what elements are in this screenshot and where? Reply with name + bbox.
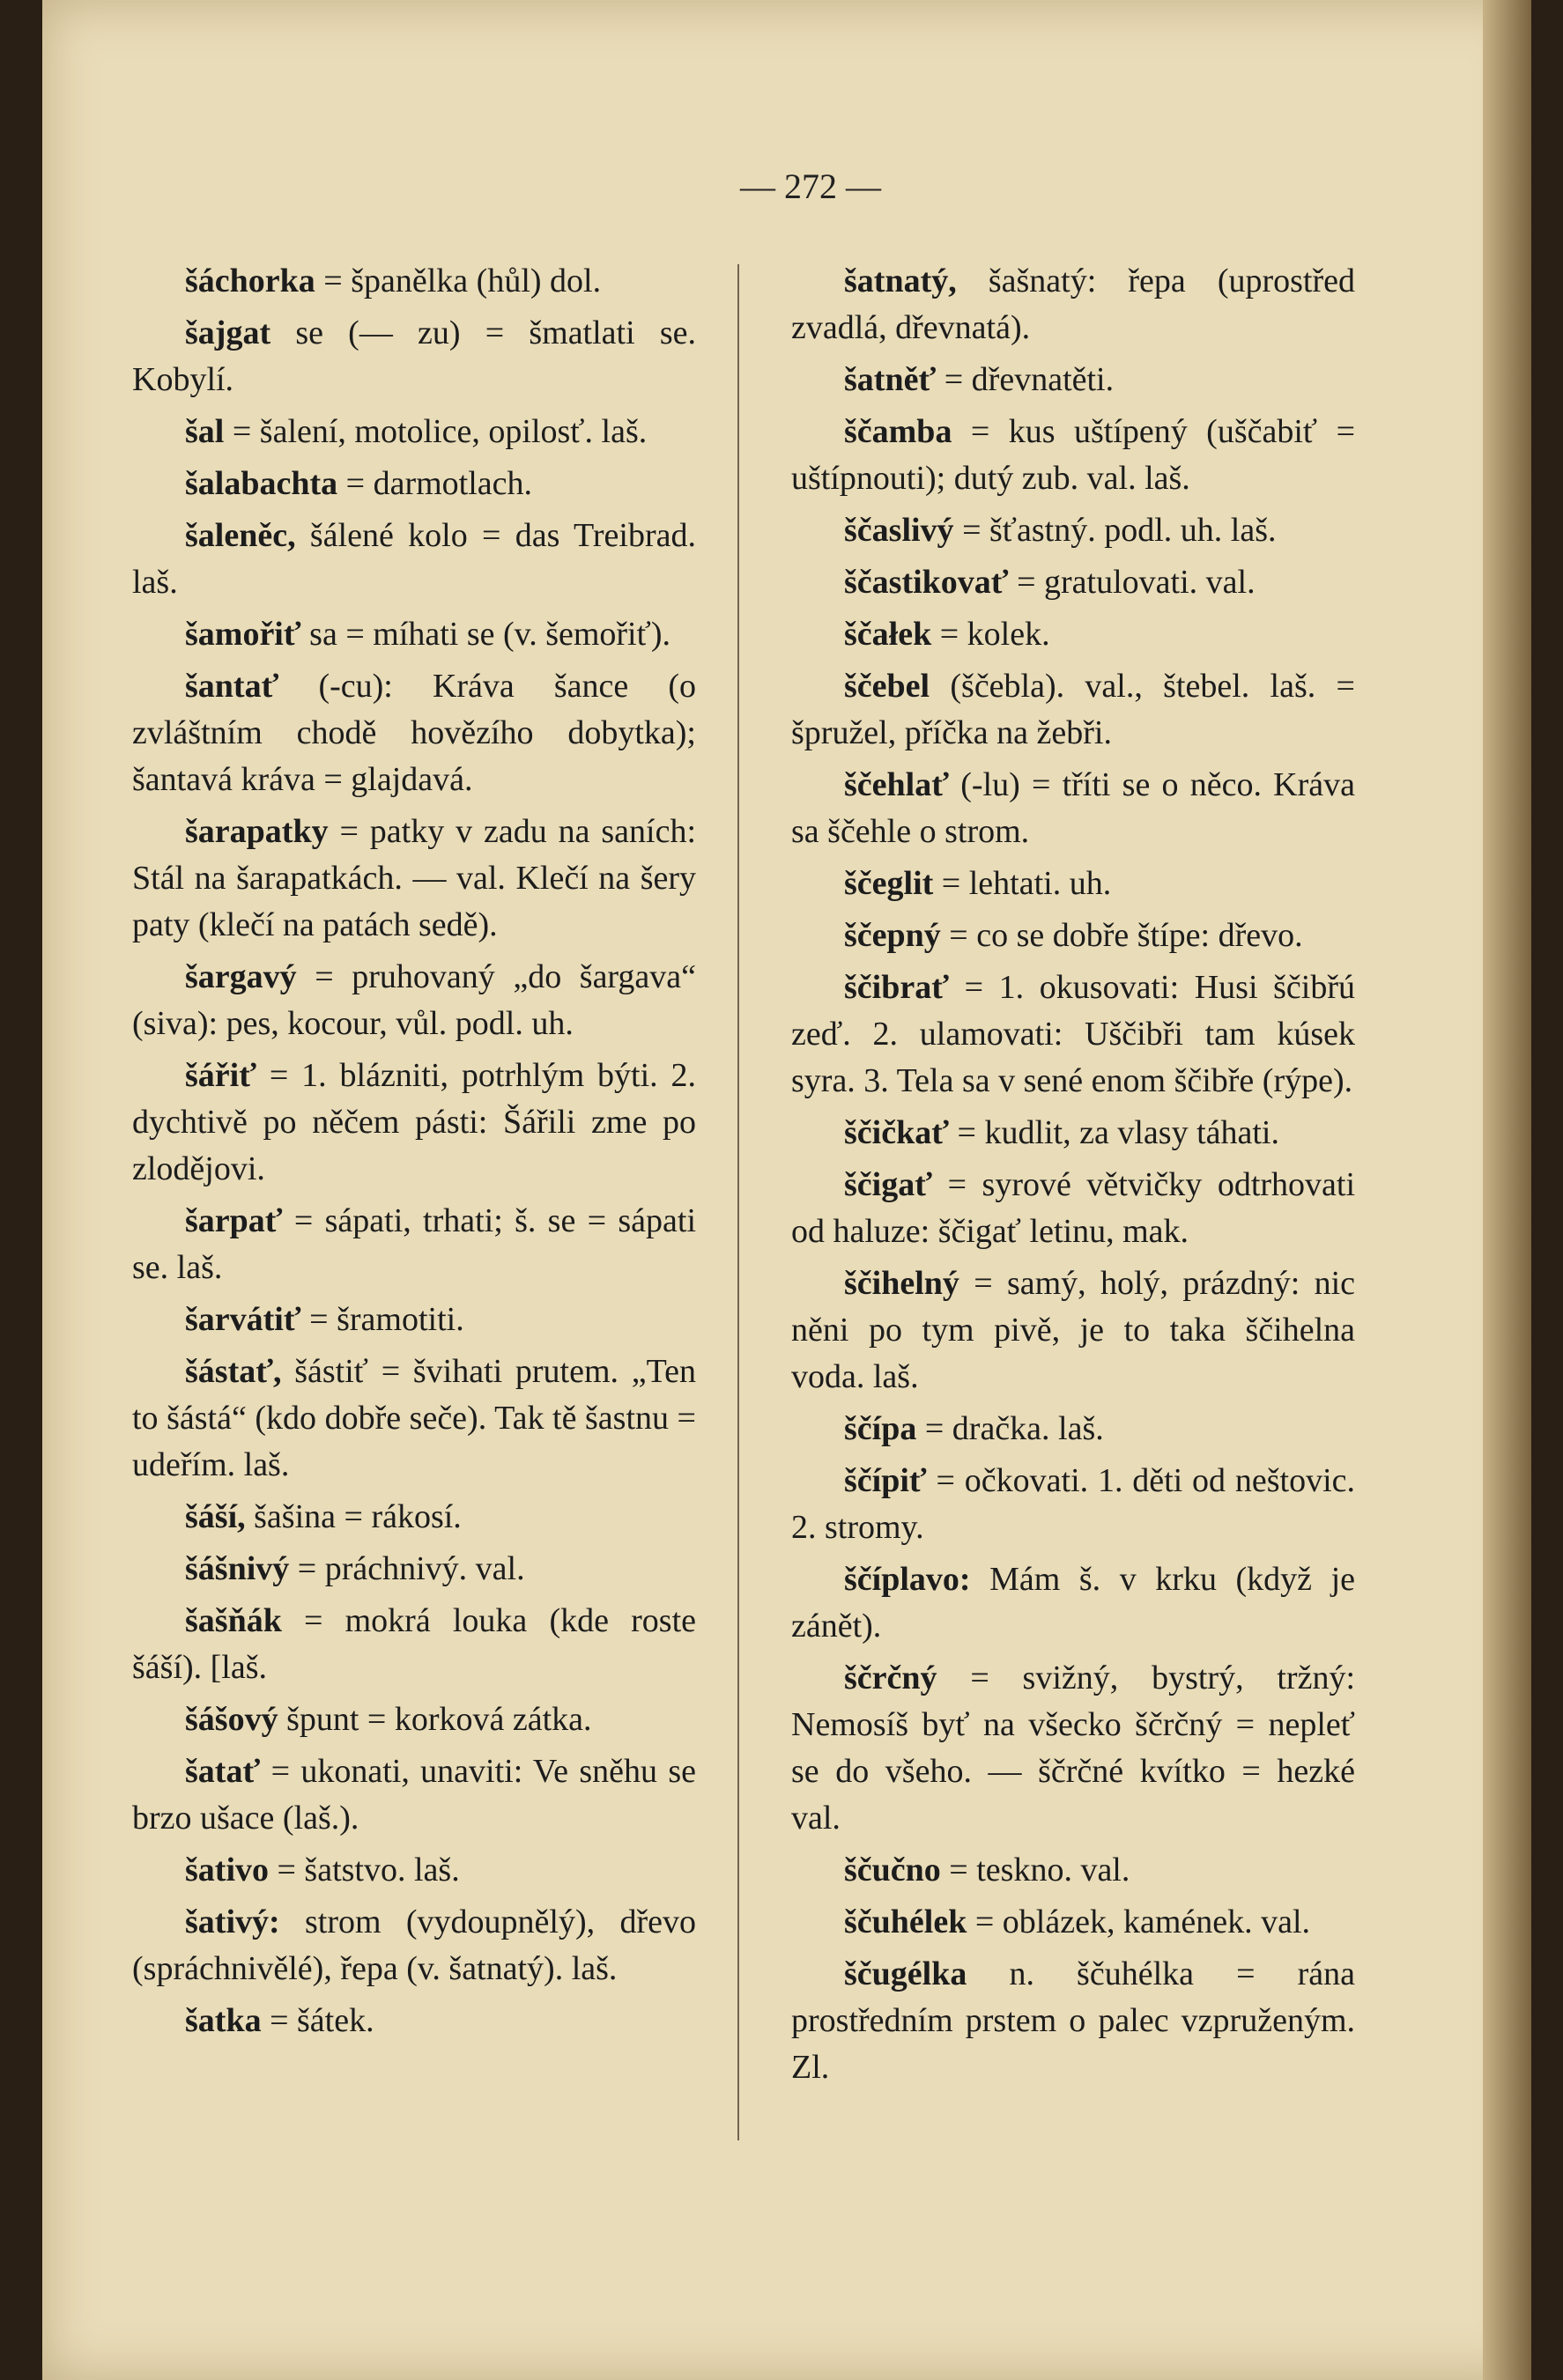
entry-definition: šašnatý: řepa (uprostřed zvadlá, dřevnatá). xyxy=(791,262,1355,346)
entry-definition: = 1. okusovati: Husi ščibřú zeď. 2. ulamovati: Uščibři tam kúsek syra. 3. Tela sa v sené enom ščibře (rýpe). xyxy=(791,969,1356,1099)
entry-definition: = očkovati. 1. děti od neštovic. 2. stromy. xyxy=(791,1462,1356,1546)
entry-definition: n. ščuhélka = rána prostředním prstem o palec vzpruženým. Zl. xyxy=(791,1955,1355,2086)
entry-headword: ščrčný xyxy=(844,1659,937,1696)
entry-definition: špunt = korková zátka. xyxy=(286,1701,592,1738)
entry-headword: šášnivý xyxy=(185,1550,290,1587)
entry-definition: = gratulovati. val. xyxy=(1017,564,1256,601)
dictionary-entry xyxy=(132,461,696,507)
dictionary-entry xyxy=(132,1899,696,1992)
entry-headword: šáchorka xyxy=(185,262,315,299)
dictionary-entry xyxy=(791,1260,1355,1401)
entry-definition: = oblázek, kamének. val. xyxy=(974,1903,1311,1940)
entry-definition: = šťastný. podl. uh. laš. xyxy=(962,512,1277,549)
right-column xyxy=(791,258,1355,2096)
entry-definition: = šalení, motolice, opilosť. laš. xyxy=(232,413,648,450)
dictionary-entry xyxy=(132,1847,696,1894)
dictionary-entry xyxy=(132,409,696,455)
dictionary-entry xyxy=(132,513,696,606)
dictionary-entry xyxy=(132,954,696,1047)
entry-definition: se (— zu) = šmatlati se. Kobylí. xyxy=(132,314,696,398)
dictionary-entry xyxy=(791,1110,1355,1157)
entry-definition: = španělka (hůl) dol. xyxy=(323,262,602,299)
entry-definition: = ukonati, unaviti: Ve sněhu se brzo ušace (laš.). xyxy=(132,1753,697,1837)
entry-headword: šáší, xyxy=(185,1498,246,1535)
entry-headword: šatka xyxy=(185,2002,262,2039)
dictionary-entry xyxy=(132,1998,696,2044)
entry-headword: šatnatý, xyxy=(844,262,957,299)
dictionary-entry xyxy=(791,1899,1355,1946)
dictionary-entry xyxy=(791,663,1355,757)
left-column xyxy=(132,258,696,2050)
dictionary-entry xyxy=(791,861,1355,907)
entry-headword: šativý: xyxy=(185,1903,280,1940)
entry-headword: ščípiť xyxy=(844,1462,927,1499)
entry-headword: šargavý xyxy=(185,958,297,995)
dictionary-entry xyxy=(791,611,1355,658)
entry-headword: ščamba xyxy=(844,413,952,450)
entry-headword: ščugélka xyxy=(844,1955,967,1992)
dictionary-entry xyxy=(132,611,696,658)
entry-headword: šajgat xyxy=(185,314,271,351)
column-divider xyxy=(737,264,739,2140)
entry-definition: = syrové větvičky odtrhovati od haluze: ščigať letinu, mak. xyxy=(791,1166,1356,1250)
entry-headword: ščaslivý xyxy=(844,512,954,549)
page-binding-edge xyxy=(1483,0,1531,2380)
dictionary-entry xyxy=(791,507,1355,554)
dictionary-entry xyxy=(132,663,696,803)
entry-definition: = darmotlach. xyxy=(345,465,532,502)
dictionary-entry xyxy=(132,1598,696,1691)
dictionary-entry xyxy=(791,409,1355,502)
entry-definition: = pruhovaný „do šargava“ (siva): pes, kocour, vůl. podl. uh. xyxy=(132,958,696,1042)
entry-definition: Mám š. v krku (když je zánět). xyxy=(791,1561,1355,1645)
entry-headword: ščastikovať xyxy=(844,564,1009,601)
entry-definition: = šatstvo. laš. xyxy=(277,1852,460,1888)
entry-definition: = mokrá louka (kde roste šáší). [laš. xyxy=(132,1602,696,1686)
entry-headword: ščičkať xyxy=(844,1114,950,1151)
entry-definition: = práchnivý. val. xyxy=(297,1550,525,1587)
dictionary-entry xyxy=(791,965,1355,1105)
dictionary-entry xyxy=(791,1458,1355,1551)
entry-headword: ščebel xyxy=(844,668,930,705)
dictionary-entry xyxy=(132,1696,696,1743)
entry-headword: šástať, xyxy=(185,1353,282,1390)
dictionary-entry xyxy=(132,310,696,403)
dictionary-entry xyxy=(791,258,1355,351)
entry-headword: ščeglit xyxy=(844,865,934,902)
entry-headword: šalabachta xyxy=(185,465,338,502)
entry-definition: (-lu) = tříti se o něco. Kráva sa ščehle o strom. xyxy=(791,766,1355,850)
dictionary-entry xyxy=(791,1556,1355,1650)
entry-definition: = kudlit, za vlasy táhati. xyxy=(957,1114,1279,1151)
dictionary-entry xyxy=(791,559,1355,606)
dictionary-entry xyxy=(132,1546,696,1593)
dictionary-entry xyxy=(791,1406,1355,1452)
entry-headword: šatať xyxy=(185,1753,261,1790)
entry-definition: = patky v zadu na saních: Stál na šarapatkách. — val. Klečí na šery paty (klečí na patách sedě). xyxy=(132,813,696,943)
entry-headword: šarapatky xyxy=(185,813,329,850)
entry-definition: sa = míhati se (v. šemořiť). xyxy=(309,616,671,653)
dictionary-entry xyxy=(791,1847,1355,1894)
dictionary-entry xyxy=(132,258,696,305)
entry-headword: šal xyxy=(185,413,225,450)
dictionary-entry xyxy=(791,357,1355,403)
entry-headword: šářiť xyxy=(185,1057,257,1094)
entry-definition: = kus uštípený (uščabiť = uštípnouti); dutý zub. val. laš. xyxy=(791,413,1356,497)
entry-definition: = šramotiti. xyxy=(309,1301,464,1338)
dictionary-entry xyxy=(791,1655,1355,1842)
dictionary-entry xyxy=(132,1748,696,1842)
page-number: — 272 — xyxy=(740,166,881,206)
entry-headword: šantať xyxy=(185,668,279,705)
entry-definition: strom (vydoupnělý), dřevo (spráchnivělé), řepa (v. šatnatý). laš. xyxy=(132,1903,696,1987)
entry-headword: ščehlať xyxy=(844,766,950,803)
entry-definition: = dřevnatěti. xyxy=(944,361,1115,398)
entry-headword: šativo xyxy=(185,1852,269,1888)
entry-headword: ščučno xyxy=(844,1852,941,1888)
entry-headword: šatněť xyxy=(844,361,937,398)
dictionary-entry xyxy=(791,1951,1355,2091)
entry-definition: = co se dobře štípe: dřevo. xyxy=(949,917,1303,954)
entry-headword: ščałek xyxy=(844,616,932,653)
entry-headword: ščuhélek xyxy=(844,1903,967,1940)
entry-definition: (ščebla). val., štebel. laš. = špružel, příčka na žebři. xyxy=(791,668,1355,751)
entry-headword: šašňák xyxy=(185,1602,282,1639)
entry-headword: šášový xyxy=(185,1701,278,1738)
dictionary-entry xyxy=(132,1349,696,1489)
dictionary-entry xyxy=(791,762,1355,855)
entry-headword: šaleněc, xyxy=(185,517,296,554)
entry-definition: = 1. blázniti, potrhlým býti. 2. dychtivě po něčem pásti: Šářili zme po zlodějovi. xyxy=(132,1057,696,1187)
entry-headword: ščihelný xyxy=(844,1265,959,1302)
entry-definition: = sápati, trhati; š. se = sápati se. laš. xyxy=(132,1202,696,1286)
entry-headword: šamořiť xyxy=(185,616,301,653)
entry-definition: = šátek. xyxy=(270,2002,374,2039)
dictionary-entry xyxy=(791,913,1355,959)
dictionary-entry xyxy=(791,1162,1355,1255)
dictionary-entry xyxy=(132,1053,696,1193)
entry-definition: šašina = rákosí. xyxy=(254,1498,462,1535)
entry-definition: šálené kolo = das Treibrad. laš. xyxy=(132,517,697,601)
entry-definition: = teskno. val. xyxy=(949,1852,1130,1888)
entry-headword: šarvátiť xyxy=(185,1301,301,1338)
entry-definition: = samý, holý, prázdný: nic něni po tym pivě, je to taka ščihelna voda. laš. xyxy=(791,1265,1355,1395)
dictionary-entry xyxy=(132,809,696,949)
entry-headword: ščepný xyxy=(844,917,941,954)
entry-headword: ščibrať xyxy=(844,969,950,1006)
dictionary-entry xyxy=(132,1297,696,1343)
dictionary-entry xyxy=(132,1494,696,1541)
entry-headword: ščípa xyxy=(844,1410,917,1447)
entry-headword: šarpať xyxy=(185,1202,283,1239)
dictionary-entry xyxy=(132,1198,696,1291)
entry-definition: šástiť = švihati prutem. „Ten to šástá“ (kdo dobře seče). Tak tě šastnu = udeřím. laš. xyxy=(132,1353,696,1483)
entry-definition: (-cu): Kráva šance (o zvláštním chodě hovězího dobytka); šantavá kráva = glajdavá. xyxy=(132,668,696,798)
entry-headword: ščíplavo: xyxy=(844,1561,971,1598)
entry-definition: = svižný, bystrý, tržný: Nemosíš byť na všecko ščrčný = nepleť se do všeho. — ščrčné kvítko = hezké val. xyxy=(791,1659,1355,1837)
entry-definition: = lehtati. uh. xyxy=(941,865,1112,902)
entry-definition: = kolek. xyxy=(939,616,1050,653)
entry-definition: = dračka. laš. xyxy=(924,1410,1104,1447)
entry-headword: ščigať xyxy=(844,1166,933,1203)
